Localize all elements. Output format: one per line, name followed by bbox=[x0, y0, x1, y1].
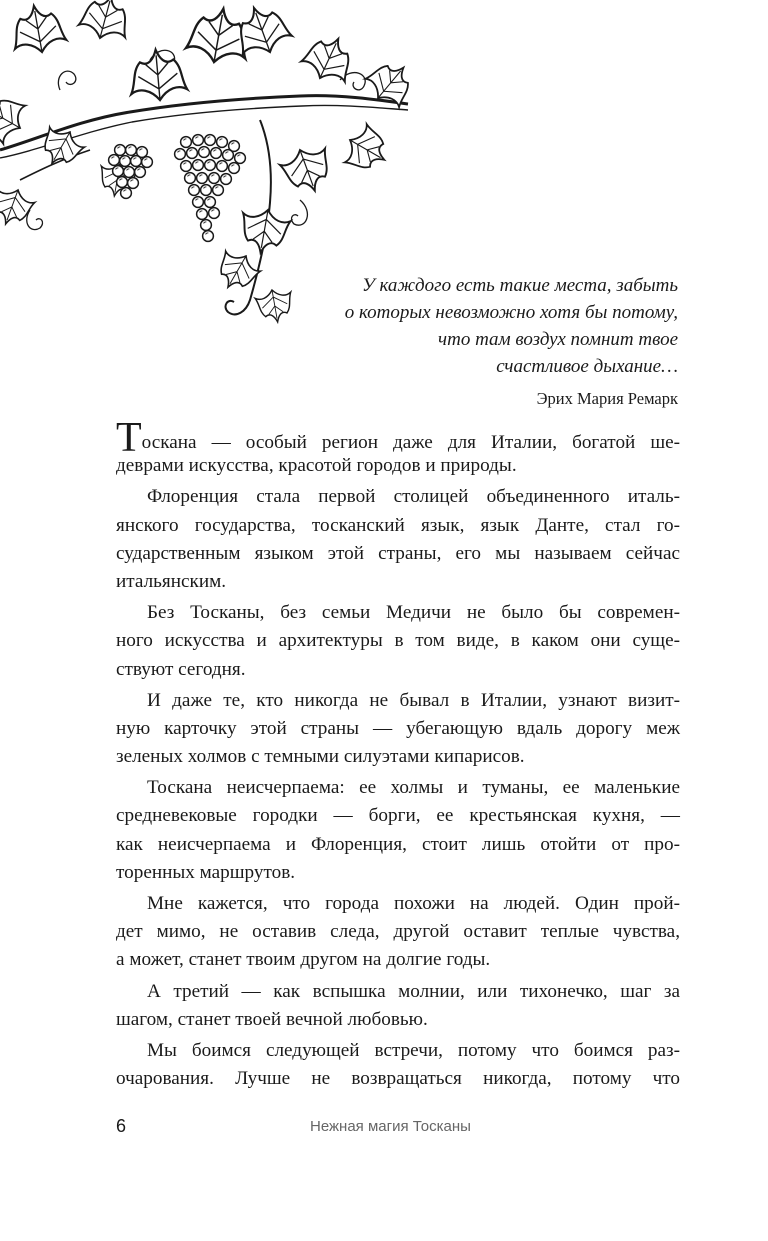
text-line: Без Тосканы, без семьи Медичи не было бы современ- bbox=[147, 602, 680, 624]
text-line: а может, станет твоим другом на долгие годы. bbox=[116, 949, 491, 971]
paragraph bbox=[116, 774, 680, 887]
paragraph bbox=[116, 415, 680, 480]
text-line: итальянским. bbox=[116, 570, 227, 592]
text-line: ствуют сегодня. bbox=[116, 658, 246, 680]
text-line: деврами искусства, красотой городов и природы. bbox=[116, 455, 517, 477]
page-number: 6 bbox=[116, 1116, 127, 1136]
text-line: И даже те, кто никогда не бывал в Италии, узнают визит- bbox=[147, 689, 680, 711]
text-line: А третий — как вспышка молнии, или тихонечко, шаг за bbox=[147, 980, 680, 1002]
text-line: Тоскана — особый регион даже для Италии, богатой ше- bbox=[116, 415, 680, 461]
drop-cap: Т bbox=[116, 415, 142, 461]
text-line: торенных маршрутов. bbox=[116, 861, 296, 883]
text-line: дет мимо, не оставив следа, другой оставит теплые чувства, bbox=[116, 921, 680, 943]
epigraph-line: что там воздух помнит твое bbox=[438, 329, 678, 350]
text-line: янского государства, тосканский язык, язык Данте, стал го- bbox=[116, 514, 680, 536]
text-line: очарования. Лучше не возвращаться никогда, потому что bbox=[116, 1068, 680, 1090]
paragraph bbox=[116, 687, 680, 772]
text-line: средневековые городки — борги, ее крестьянская кухня, — bbox=[116, 805, 680, 827]
text-line: как неисчерпаема и Флоренция, стоит лишь отойти от про- bbox=[116, 833, 680, 855]
epigraph-line: счастливое дыхание… bbox=[496, 356, 678, 377]
text-line: Тоскана неисчерпаема: ее холмы и туманы, ее маленькие bbox=[147, 777, 680, 799]
paragraph bbox=[116, 483, 680, 596]
text-line: Флоренция стала первой столицей объединенного италь- bbox=[147, 486, 680, 508]
text-line: шагом, станет твоей вечной любовью. bbox=[116, 1008, 428, 1030]
text-line: ную карточку этой страны — убегающую вдаль дорогу меж bbox=[116, 717, 680, 739]
paragraph bbox=[116, 978, 680, 1034]
text-line: Мне кажется, что города похожи на людей. Один прой- bbox=[147, 893, 680, 914]
running-title: Нежная магия Тосканы bbox=[310, 1118, 471, 1135]
paragraph bbox=[116, 1037, 680, 1093]
text-line: ного искусства и архитектуры в том виде, в каком они суще- bbox=[116, 630, 680, 652]
epigraph-line: о которых невозможно хотя бы потому, bbox=[344, 302, 678, 323]
epigraph bbox=[238, 272, 678, 410]
text-line: сударственным языком этой страны, его мы называем сейчас bbox=[116, 542, 680, 564]
text-line: Мы боимся следующей встречи, потому что боимся раз- bbox=[147, 1039, 680, 1061]
epigraph-line: У каждого есть такие места, забыть bbox=[361, 275, 678, 296]
paragraph bbox=[116, 599, 680, 684]
text-line: зеленых холмов с темными силуэтами кипарисов. bbox=[116, 746, 525, 768]
body-text bbox=[116, 415, 680, 1093]
large-grape-bunch bbox=[175, 135, 246, 242]
paragraph bbox=[116, 890, 680, 975]
page-footer bbox=[116, 1116, 680, 1140]
epigraph-author: Эрих Мария Ремарк bbox=[536, 389, 678, 408]
